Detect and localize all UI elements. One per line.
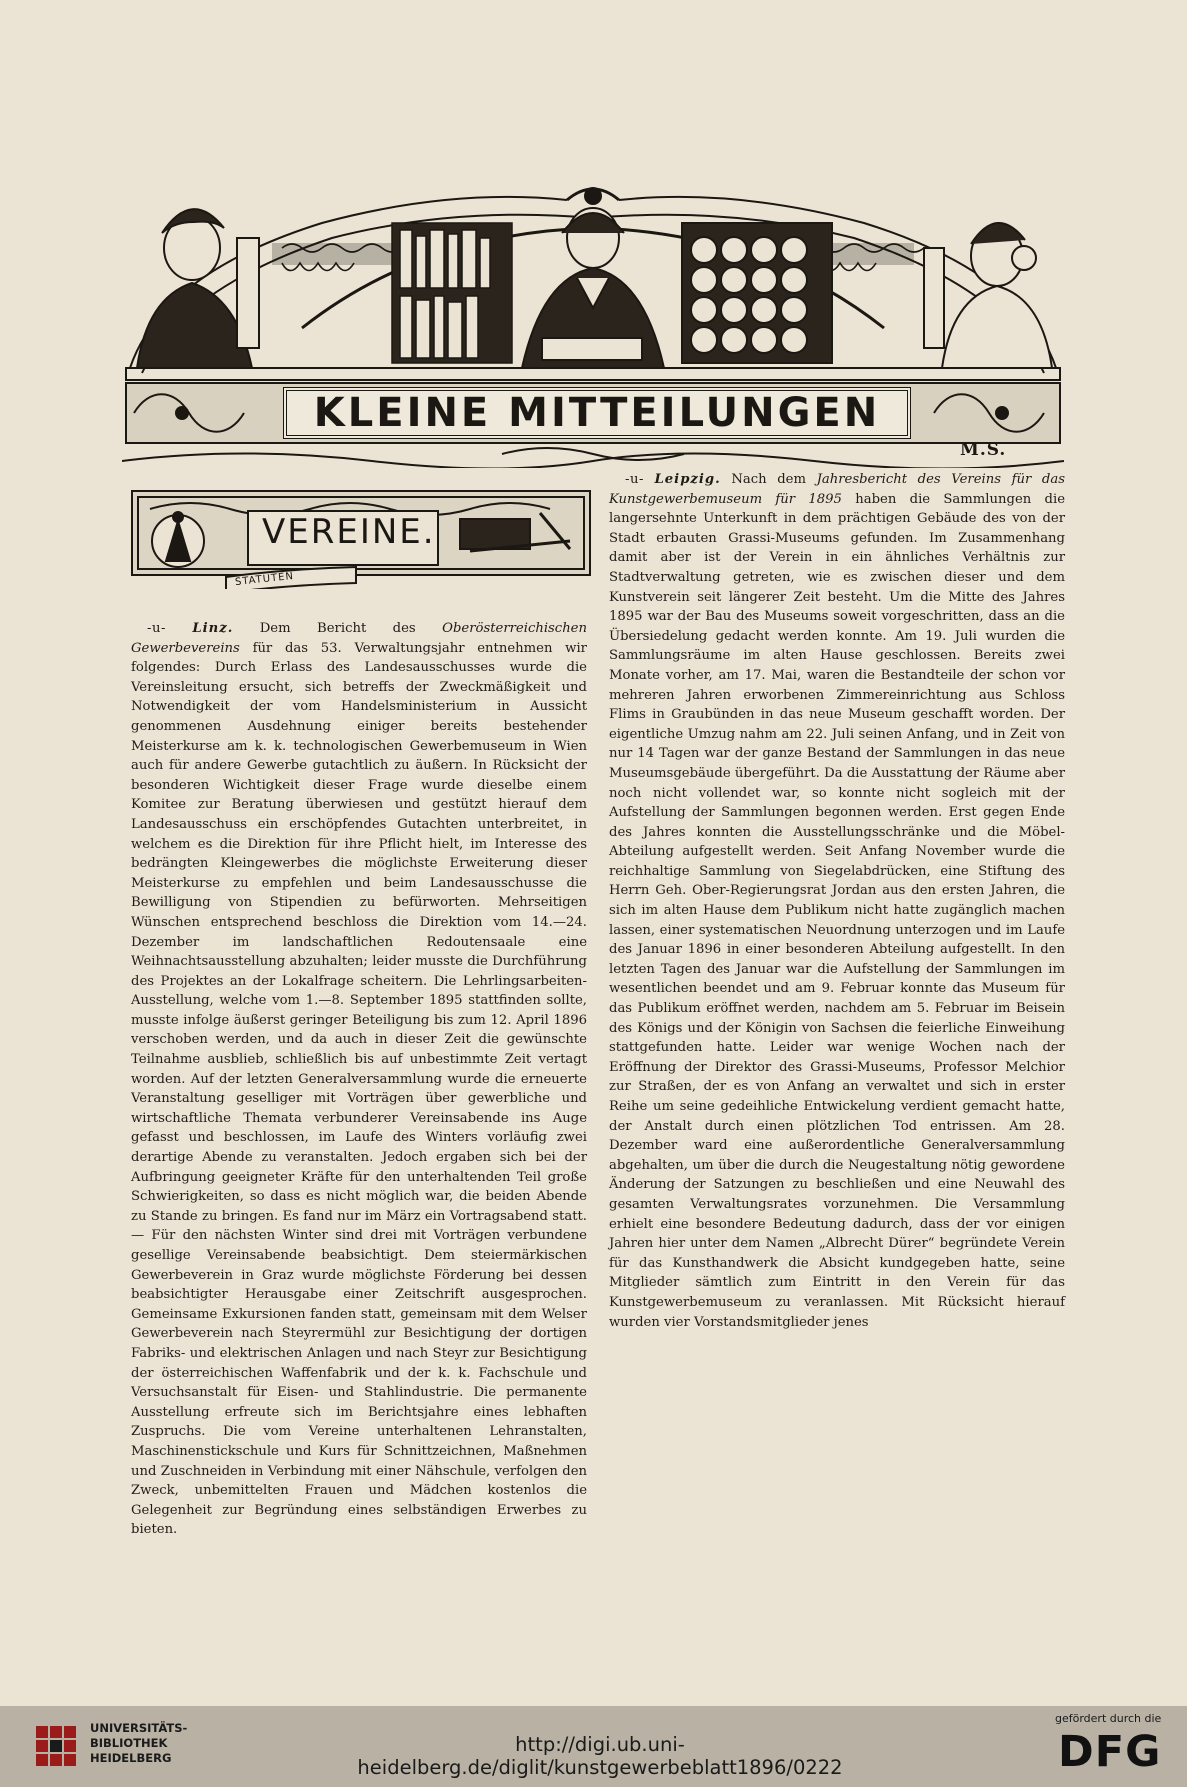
- article-text-leipzig-body: haben die Sammlungen die langersehnte Unterkunft in dem prächtigen Gebäude des von der Stadt erbauten Grassi-Museums gefunden. Im Zusammenhang damit aber ist der Verein in ein ähnliches Verhältnis zur Stadtverwaltung getreten, wie es zwischen dieser und dem Kunstverein seit längerer Zeit besteht. Um die Mitte des Jahres 1895 war der Bau des Museums soweit vorgeschritten, dass an die Übersiedelung gedacht werden konnte. Am 19. Juli wurden die Sammlungsräume im alten Hause geschlossen. Bereits zwei Monate vorher, am 17. Mai, waren die Bestandteile der schon vor mehreren Jahren erworbenen Zimmereinrichtung aus Schloss Flims in Graubünden in das neue Museum geschafft worden. Der eigentliche Umzug nahm am 22. Juli seinen Anfang, und in Zeit von nur 14 Tagen war der ganze Bestand der Sammlungen in das neue Museumsgebäude übergeführt. Da die Ausstattung der Räume aber noch nicht vollendet war, so konnte nicht sogleich mit der Aufstellung der Sammlungen begonnen werden. Erst gegen Ende des Jahres konnten die Ausstellungsschränke und die Möbel-Abteilung aufgestellt werden. Seit Anfang November wurde die reichhaltige Sammlung von Siegelabdrücken, eine Stiftung des Herrn Geh. Ober-Regierungsrat Jordan aus den ersten Jahren, die sich im alten Hause dem Publikum nicht hatte zugänglich machen lassen, einer systematischen Neuordnung unterzogen und im Laufe des Januar 1896 in einer besonderen Abteilung aufgestellt. In den letzten Tagen des Januar war die Aufstellung der Sammlungen im wesentlichen beendet und am 9. Februar konnte das Museum für das Publikum eröffnet werden, nachdem am 5. Februar im Beisein des Königs und der Königin von Sachsen die feierliche Einweihung stattgefunden hatte. Leider war wenige Wochen nach der Eröffnung der Direktor des Grassi-Museums, Professor Melchior zur Straßen, der es von Anfang an verwaltet und sich in erster Reihe um seine gedeihliche Entwickelung verdient gemacht hatte, der Anstalt durch einen plötzlichen Tod entrissen. Am 28. Dezember ward eine außerordentliche Generalversammlung abgehalten, um über die durch die Neugestaltung nötig gewordene Änderung der Satzungen zu beschließen und eine Neuwahl des gesamten Verwaltungsrates vorzunehmen. Die Versammlung erhielt eine besondere Bedeutung dadurch, dass der vor einigen Jahren hier unter dem Namen „Albrecht Dürer“ begründete Verein für das Kunsthandwerk die Absicht kundgegeben hatte, seine Mitglieder sämtlich zum Eintritt in den Verein für das Kunstgewerbemuseum zu veranlassen. Mit Rücksicht hierauf wurden vier Vorstandsmitglieder jenes: [609, 491, 1066, 1330]
- header-title-band: [283, 387, 911, 439]
- page-title: KLEINE MITTEILUNGEN: [313, 390, 881, 436]
- article-text-linz-body: für das 53. Verwaltungsjahr entnehmen wir folgendes: Durch Erlass des Landesausschusses wurde die Vereinsleitung ersucht, sich betreffs der Zweckmäßigkeit und Notwendigkeit der vom Handelsministerium in Aussicht genommenen Ausdehnung einiger bereits bestehender Meisterkurse am k. k. technologischen Gewerbemuseum in Wien auch für andere Gewerbe gutachtlich zu äußern. In Rücksicht der besonderen Wichtigkeit dieser Frage wurde dieselbe einem Komitee zur Beratung überwiesen und gestützt hierauf dem Landesausschuss ein erschöpfendes Gutachten unterbreitet, in welchem es die Direktion für ihre Pflicht hielt, im Interesse des bedrängten Kleingewerbes die möglichste Erweiterung dieser Meisterkurse zu empfehlen und beim Landesausschusse die Bewilligung von Stipendien zu befürworten. Mehrseitigen Wünschen entsprechend beschloss die Direktion vom 14.—24. Dezember im landschaftlichen Redoutensaale eine Weihnachtsausstellung abzuhalten; leider musste die Durchführung des Projektes an der Lokalfrage scheitern. Die Lehrlingsarbeiten-Ausstellung, welche vom 1.—8. September 1895 stattfinden sollte, musste infolge äußerst geringer Beteiligung bis zum 12. April 1896 verschoben werden, und da auch in dieser Zeit die gewünschte Teilnahme ausblieb, schließlich bis auf unbestimmte Zeit vertagt worden. Auf der letzten Generalversammlung wurde die erneuerte Veranstaltung geselliger mit Vorträgen über gewerbliche und wirtschaftliche Themata verbunderer Vereinsabende ins Auge gefasst und beschlossen, im Laufe des Winters vorläufig zwei derartige Abende zu veranstalten. Jedoch ergaben sich bei der Aufbringung geeigneter Kräfte für den unterhaltenden Teil große Schwierigkeiten, so dass es nicht möglich war, die beiden Abende zu Stande zu bringen. Es fand nur im März ein Vortragsabend statt. — Für den nächsten Winter sind drei mit Vorträgen verbundene gesellige Vereinsabende beabsichtigt. Dem steiermärkischen Gewerbeverein in Graz wurde möglichste Förderung bei dessen beabsichtigter Herausgabe einer Zeitschrift ausgesprochen. Gemeinsame Exkursionen fanden statt, gemeinsam mit dem Welser Gewerbeverein nach Steyrermühl zur Besichtigung der dortigen Fabriks- und elektrischen Anlagen und nach Steyr zur Besichtigung der österreichischen Waffenfabrik und der k. k. Fachschule und Versuchsanstalt für Eisen- und Stahlindustrie. Die permanente Ausstellung erfreute sich im Berichtsjahre eines lebhaften Zuspruchs. Die vom Vereine unterhaltenen Lehranstalten, Maschinenstickschule und Kurs für Schnittzeichnen, Maßnehmen und Zuschneiden in Verbindung mit einer Nähschule, verfolgen den Zweck, unbemittelten Frauen und Mädchen kostenlos die Gelegenheit zur Begründung eines selbständigen Erwerbes zu bieten.: [131, 640, 587, 1538]
- article-place: Leipzig.: [654, 472, 721, 487]
- article-text: Nach dem: [731, 472, 806, 487]
- library-name: [90, 1721, 187, 1766]
- library-name-line: BIBLIOTHEK: [90, 1736, 168, 1750]
- column-right: [609, 470, 1065, 1332]
- article-source-title: Oberösterreichischen Gewerbevereins: [131, 621, 587, 656]
- section-title: VEREINE.: [262, 512, 436, 552]
- article-leipzig-paragraph: [609, 470, 1065, 1332]
- statuten-scroll-label: STATUTEN: [234, 570, 295, 589]
- article-linz-paragraph: [131, 619, 587, 1540]
- article-place: Linz.: [192, 621, 234, 636]
- illustrator-monogram: M.S.: [960, 440, 1007, 460]
- column-left: [131, 619, 587, 1540]
- funded-by-text: gefördert durch die: [1055, 1712, 1162, 1725]
- article-author-mark: -u-: [625, 472, 644, 487]
- library-name-line: HEIDELBERG: [90, 1751, 172, 1765]
- university-seal-icon: [34, 1722, 78, 1770]
- article-source-title: Jahresbericht des Vereins für das Kunstgewerbemuseum für 1895: [609, 472, 1065, 507]
- library-name-line: UNIVERSITÄTS-: [90, 1721, 188, 1735]
- permalink-url[interactable]: http://digi.ub.uni-heidelberg.de/diglit/kunstgewerbeblatt1896/0222: [357, 1733, 843, 1779]
- article-text: Dem Bericht des: [259, 621, 416, 636]
- dfg-logo: DFG: [1058, 1727, 1162, 1777]
- article-author-mark: -u-: [147, 621, 166, 636]
